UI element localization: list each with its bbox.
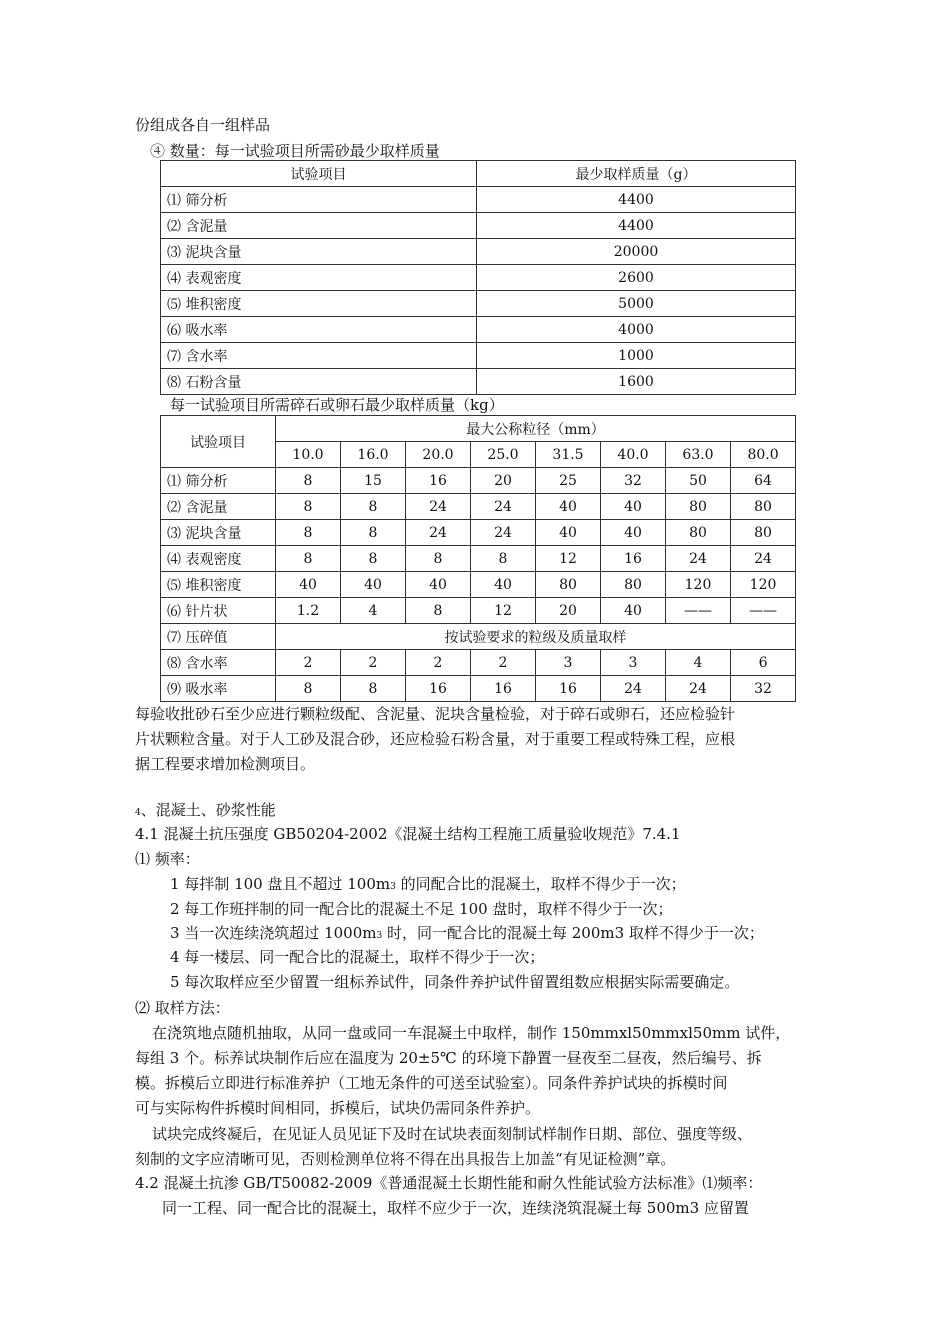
stone-cell: 8 <box>276 494 341 520</box>
stone-cell: 8 <box>406 546 471 572</box>
stone-cell: 12 <box>536 546 601 572</box>
stone-cell: 50 <box>666 468 731 494</box>
freq-item-text: 1 每拌制 100 盘且不超过 100m <box>170 875 391 893</box>
method-label: ⑵ 取样方法： <box>135 999 230 1017</box>
intro-line: 份组成各自一组样品 <box>135 116 271 134</box>
freq-item-sup: 3 <box>376 931 383 941</box>
stone-cell: 15 <box>341 468 406 494</box>
method-para-line: 在浇筑地点随机抽取，从同一盘或同一车混凝土中取样，制作 150mmxl50mmxl50mm 试件， <box>152 1024 791 1042</box>
s42-title: 4.2 混凝土抗渗 GB/T50082-2009《普通混凝土长期性能和耐久性能试验方法标准》⑴频率： <box>135 1174 763 1192</box>
stone-cell: 8 <box>276 468 341 494</box>
method-para-line: 模。拆模后立即进行标准养护（工地无条件的可送至试验室）。同条件养护试块的拆模时间 <box>135 1074 728 1092</box>
stone-cell: 64 <box>731 468 796 494</box>
freq-item <box>170 873 686 898</box>
stone-cell: —— <box>666 598 731 624</box>
sand-heading: ④ 数量：每一试验项目所需砂最少取样质量 <box>150 142 440 160</box>
stone-cell: 4 <box>666 650 731 676</box>
stone-cell: 80 <box>731 494 796 520</box>
size-col: 63.0 <box>666 442 731 468</box>
stone-row-item: ⑼ 吸水率 <box>161 676 276 702</box>
stone-cell: 8 <box>341 676 406 702</box>
sand-row-value: 2600 <box>477 265 796 291</box>
stone-cell: 2 <box>341 650 406 676</box>
stone-cell: 24 <box>601 676 666 702</box>
stone-row-item: ⑺ 压碎值 <box>161 624 276 650</box>
stone-cell: 8 <box>406 598 471 624</box>
stone-cell: 40 <box>406 572 471 598</box>
stone-cell: 24 <box>666 546 731 572</box>
size-col: 10.0 <box>276 442 341 468</box>
stone-cell: 12 <box>471 598 536 624</box>
sand-row-item: ⑷ 表观密度 <box>161 265 477 291</box>
stone-cell: 8 <box>276 546 341 572</box>
sand-row-item: ⑸ 堆积密度 <box>161 291 477 317</box>
freq-item <box>170 922 764 947</box>
stone-row-item: ⑶ 泥块含量 <box>161 520 276 546</box>
stone-cell: 40 <box>601 494 666 520</box>
stone-cell: 32 <box>731 676 796 702</box>
sand-row-item: ⑹ 吸水率 <box>161 317 477 343</box>
stone-cell: 40 <box>276 572 341 598</box>
stone-cell: 16 <box>406 468 471 494</box>
stone-table <box>160 415 796 702</box>
freq-item <box>170 971 739 996</box>
stone-cell: 2 <box>406 650 471 676</box>
stone-cell: 80 <box>666 494 731 520</box>
sand-row-value: 4000 <box>477 317 796 343</box>
stone-cell: 25 <box>536 468 601 494</box>
sand-row-value: 4400 <box>477 213 796 239</box>
sand-header-item: 试验项目 <box>161 161 477 187</box>
freq-item <box>170 946 544 971</box>
size-col: 16.0 <box>341 442 406 468</box>
stone-cell: 8 <box>276 520 341 546</box>
size-col: 80.0 <box>731 442 796 468</box>
sand-row-value: 1000 <box>477 343 796 369</box>
freq-item-text: 时，同一配合比的混凝土每 200m3 取样不得少于一次； <box>382 924 764 942</box>
stone-row-item: ⑴ 筛分析 <box>161 468 276 494</box>
size-col: 40.0 <box>601 442 666 468</box>
stone-cell: 24 <box>471 520 536 546</box>
sand-row-value: 5000 <box>477 291 796 317</box>
stone-cell: 3 <box>536 650 601 676</box>
stone-cell: 2 <box>276 650 341 676</box>
s41-title: 4.1 混凝土抗压强度 GB50204-2002《混凝土结构工程施工质量验收规范》7.4.1 <box>135 825 681 843</box>
section-4-heading <box>135 799 276 824</box>
sand-row-item: ⑵ 含泥量 <box>161 213 477 239</box>
stone-cell: 16 <box>536 676 601 702</box>
stone-cell: 2 <box>471 650 536 676</box>
stone-row-item: ⑵ 含泥量 <box>161 494 276 520</box>
freq-item-text: 的同配合比的混凝土，取样不得少于一次； <box>395 875 686 893</box>
stone-row-item: ⑻ 含水率 <box>161 650 276 676</box>
freq-item <box>170 898 672 923</box>
sand-row-value: 20000 <box>477 239 796 265</box>
witness-para-line: 刻制的文字应清晰可见，否则检测单位将不得在出具报告上加盖“有见证检测”章。 <box>135 1150 676 1168</box>
stone-cell: 40 <box>536 494 601 520</box>
stone-header-size: 最大公称粒径（mm） <box>276 416 796 442</box>
inspect-para-line: 据工程要求增加检测项目。 <box>135 755 316 773</box>
stone-cell: 24 <box>731 546 796 572</box>
stone-cell: 20 <box>471 468 536 494</box>
stone-cell: 24 <box>471 494 536 520</box>
stone-cell: 120 <box>731 572 796 598</box>
stone-row-item: ⑸ 堆积密度 <box>161 572 276 598</box>
s42-para: 同一工程、同一配合比的混凝土，取样不应少于一次，连续浇筑混凝土每 500m3 应留置 <box>162 1199 749 1217</box>
witness-para-line: 试块完成终凝后，在见证人员见证下及时在试块表面刻制试样制作日期、部位、强度等级、 <box>152 1125 753 1143</box>
sand-row-item: ⑴ 筛分析 <box>161 187 477 213</box>
sand-row-item: ⑺ 含水率 <box>161 343 477 369</box>
size-col: 31.5 <box>536 442 601 468</box>
inspect-para-line: 片状颗粒含量。对于人工砂及混合砂，还应检验石粉含量，对于重要工程或特殊工程，应根 <box>135 730 736 748</box>
size-col: 25.0 <box>471 442 536 468</box>
stone-cell: 3 <box>601 650 666 676</box>
freq-item-text: 4 每一楼层、同一配合比的混凝土，取样不得少于一次； <box>170 948 545 966</box>
crush-note: 按试验要求的粒级及质量取样 <box>276 624 796 650</box>
freq-item-text: 5 每次取样应至少留置一组标养试件，同条件养护试件留置组数应根据实际需要确定。 <box>170 973 740 991</box>
stone-cell: 24 <box>406 494 471 520</box>
freq-item-sup: 3 <box>390 882 396 892</box>
stone-cell: 16 <box>406 676 471 702</box>
stone-cell: 80 <box>731 520 796 546</box>
sand-row-item: ⑻ 石粉含量 <box>161 369 477 395</box>
freq-item-text: 3 当一次连续浇筑超过 1000m <box>170 924 377 942</box>
stone-cell: 40 <box>601 520 666 546</box>
stone-cell: 80 <box>601 572 666 598</box>
stone-cell: 16 <box>601 546 666 572</box>
stone-cell: —— <box>731 598 796 624</box>
stone-cell: 1.2 <box>276 598 341 624</box>
stone-row-item: ⑹ 针片状 <box>161 598 276 624</box>
stone-cell: 120 <box>666 572 731 598</box>
stone-cell: 40 <box>536 520 601 546</box>
inspect-para-line: 每验收批砂石至少应进行颗粒级配、含泥量、泥块含量检验，对于碎石或卵石，还应检验针 <box>135 705 736 723</box>
sand-row-item: ⑶ 泥块含量 <box>161 239 477 265</box>
stone-header-item: 试验项目 <box>161 416 276 468</box>
stone-cell: 8 <box>341 494 406 520</box>
method-para-line: 每组 3 个。标养试块制作后应在温度为 20±5℃ 的环境下静置一昼夜至二昼夜，然后编号、拆 <box>135 1049 762 1067</box>
stone-cell: 6 <box>731 650 796 676</box>
stone-cell: 8 <box>471 546 536 572</box>
stone-cell: 8 <box>341 546 406 572</box>
stone-cell: 32 <box>601 468 666 494</box>
stone-row-item: ⑷ 表观密度 <box>161 546 276 572</box>
stone-cell: 4 <box>341 598 406 624</box>
sand-table <box>160 160 796 395</box>
sand-row-value: 4400 <box>477 187 796 213</box>
stone-cell: 40 <box>601 598 666 624</box>
stone-cell: 8 <box>341 520 406 546</box>
stone-cell: 40 <box>471 572 536 598</box>
stone-heading: 每一试验项目所需碎石或卵石最少取样质量（kg） <box>170 396 504 414</box>
stone-cell: 8 <box>276 676 341 702</box>
freq-item-text: 2 每工作班拌制的同一配合比的混凝土不足 100 盘时，取样不得少于一次； <box>170 900 673 918</box>
freq-label: ⑴ 频率： <box>135 850 200 868</box>
stone-cell: 24 <box>666 676 731 702</box>
section-4-number: 4 <box>135 808 141 818</box>
section-4-title: 、混凝土、砂浆性能 <box>140 801 276 819</box>
sand-header-mass: 最少取样质量（g） <box>477 161 796 187</box>
stone-cell: 40 <box>341 572 406 598</box>
size-col: 20.0 <box>406 442 471 468</box>
sand-row-value: 1600 <box>477 369 796 395</box>
stone-cell: 80 <box>666 520 731 546</box>
stone-cell: 16 <box>471 676 536 702</box>
stone-cell: 80 <box>536 572 601 598</box>
stone-cell: 20 <box>536 598 601 624</box>
stone-cell: 24 <box>406 520 471 546</box>
method-para-line: 可与实际构件拆模时间相同，拆模后，试块仍需同条件养护。 <box>135 1099 541 1117</box>
